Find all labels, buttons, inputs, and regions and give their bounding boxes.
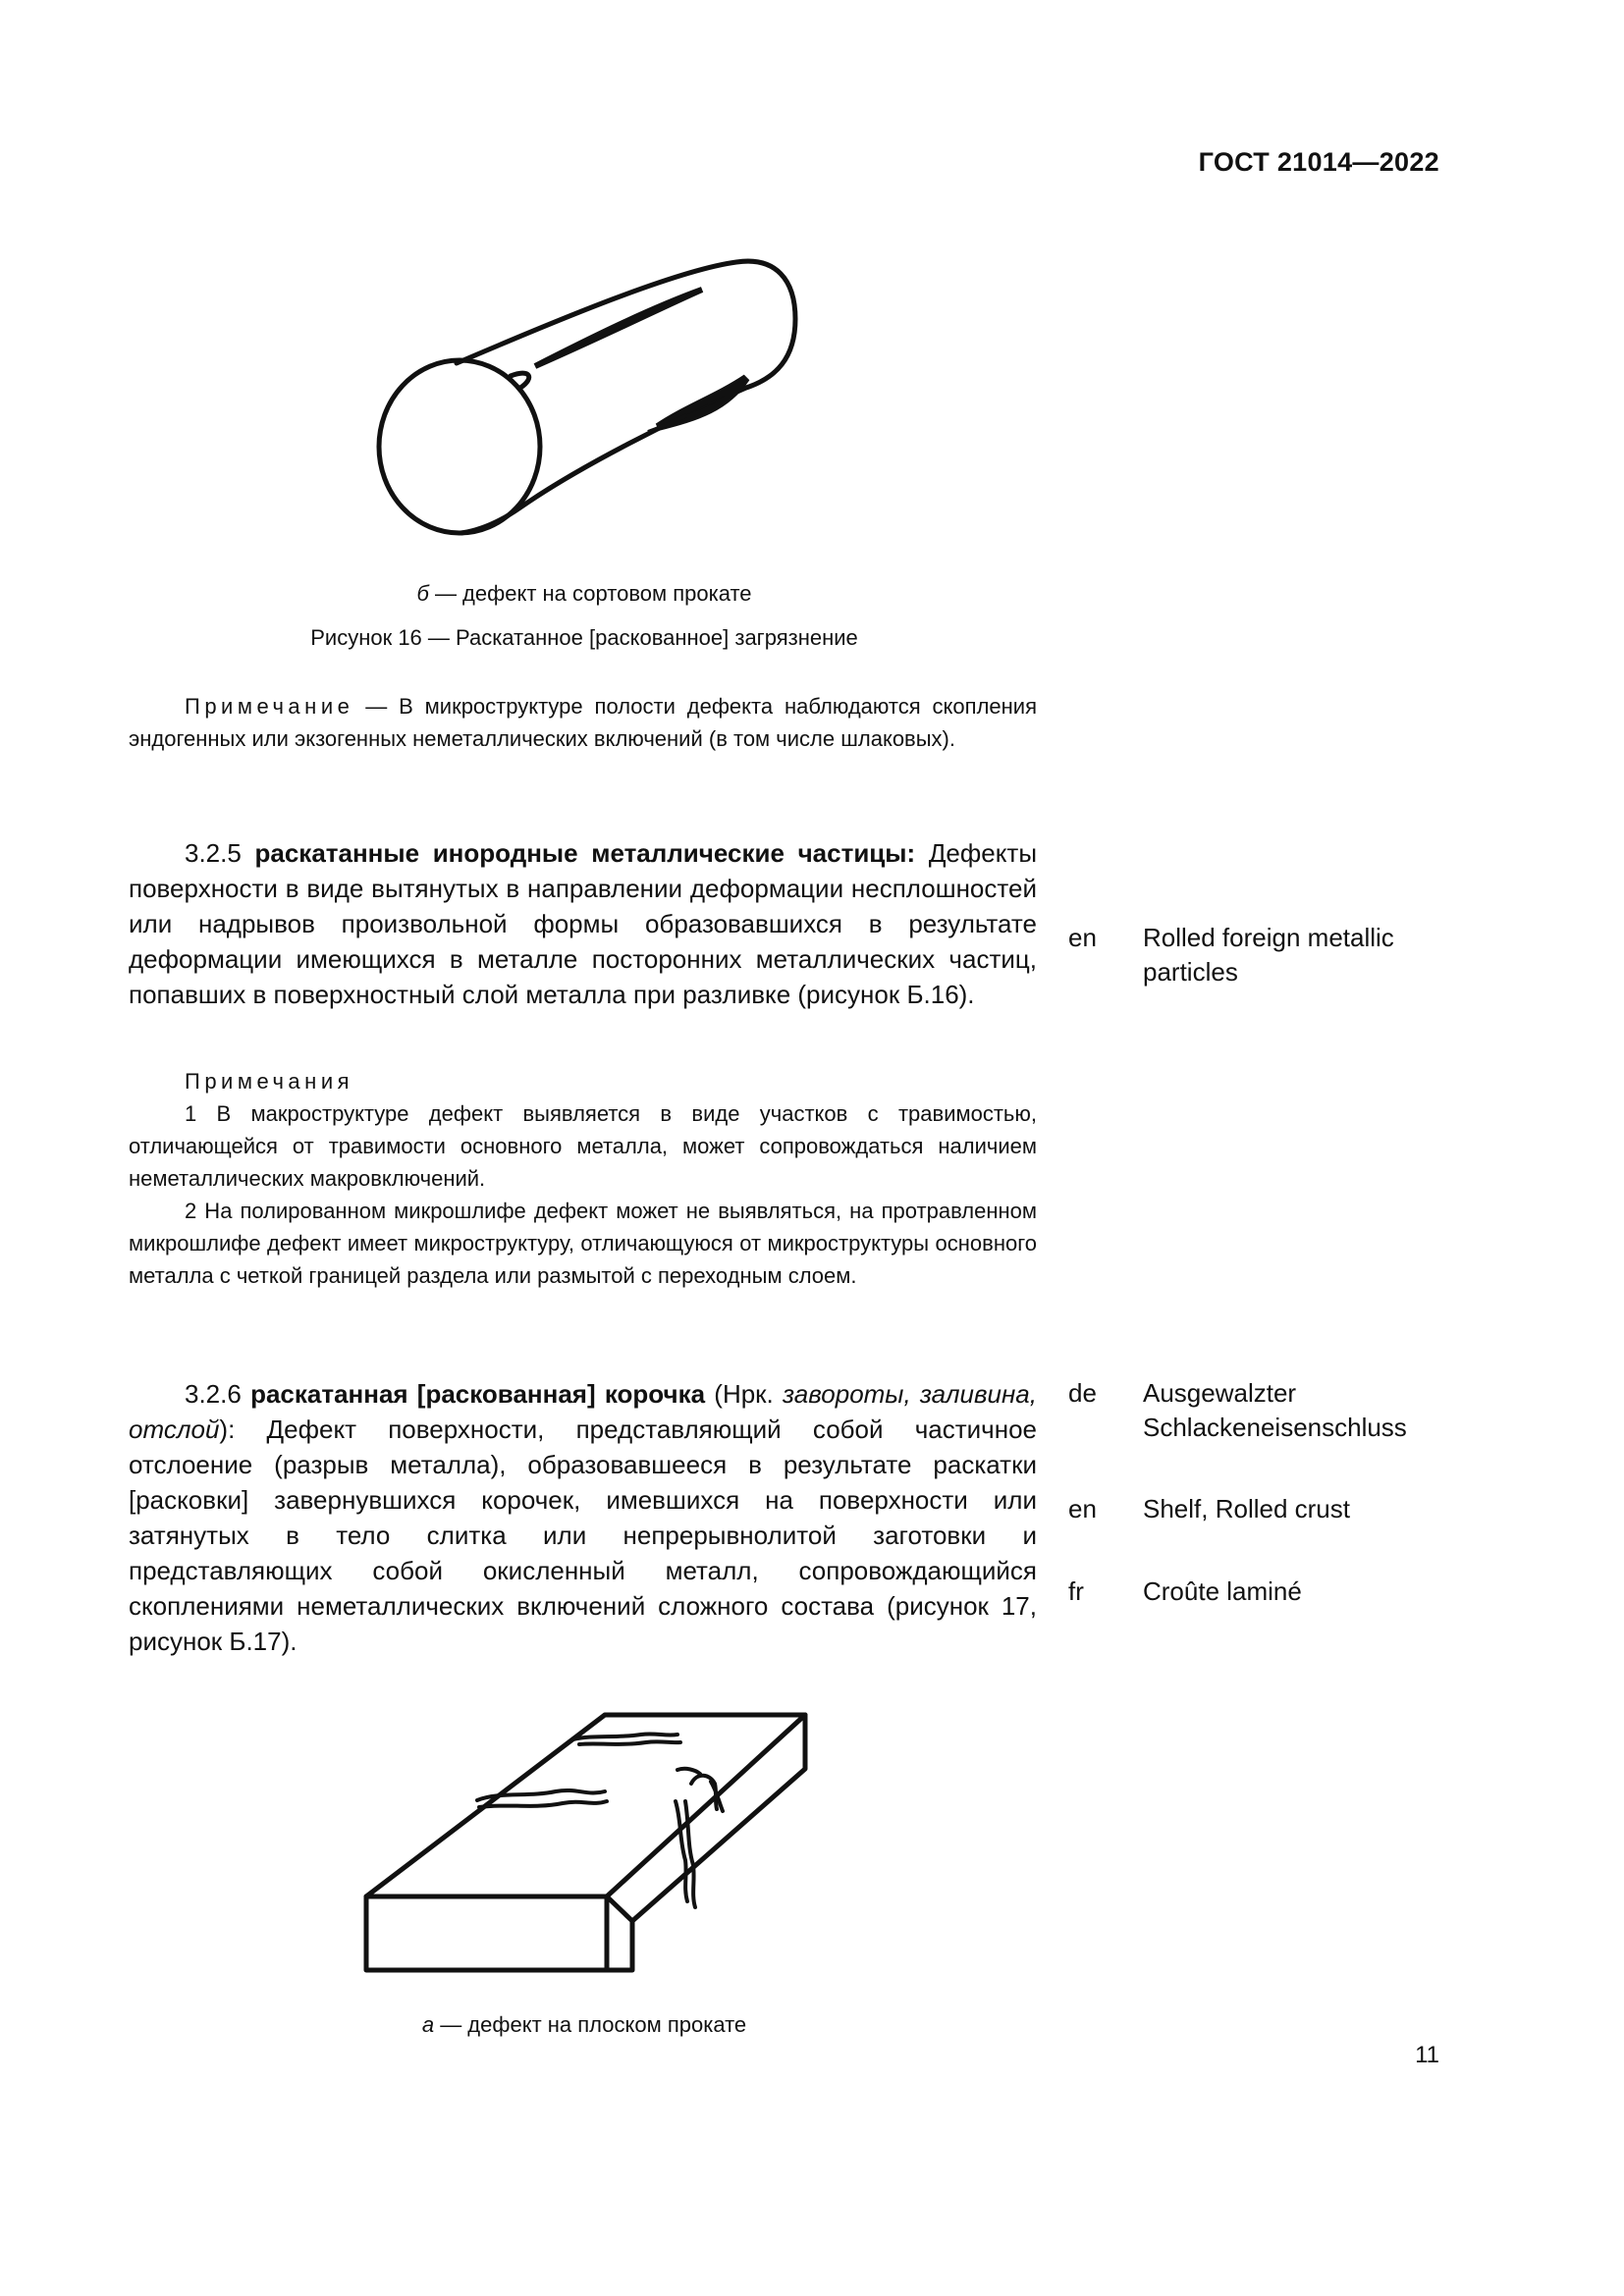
page-number: 11 xyxy=(1415,2042,1439,2068)
lang-code-en: en xyxy=(1068,923,1097,952)
note-figure-16: Примечание — В микроструктуре полости дефекта наблюдаются скопления эндогенных или экзогенных неметаллических включений (в том числе шлаковых). xyxy=(129,694,1037,751)
lang-code-de: de xyxy=(1068,1378,1097,1408)
term-translation-de: Ausgewalzter Schlackeneisenschluss xyxy=(1143,1378,1407,1442)
notes-3-2-5: Примечания 1 В макроструктуре дефект выявляется в виде участков с травимостью, отличающейся от травимости основного металла, может сопровождаться наличием неметаллических макровключений. 2 На полированном микрошлифе дефект может не выявляться, на протравленном микрошлифе дефект имеет микроструктуру, отличающуюся от микроструктуры основного металла с четкой границей раздела или размытой с переходным слоем. xyxy=(129,1069,1037,1288)
lang-code-en-2: en xyxy=(1068,1494,1097,1523)
term-translation-en-2: Shelf, Rolled crust xyxy=(1143,1494,1350,1523)
term-translation-en: Rolled foreign metallic particles xyxy=(1143,923,1394,987)
section-3-2-6-definition: 3.2.6 раскатанная [раскованная] корочка (Нрк. завороты, заливина, отслой): Дефект поверхности, представляющий собой частичное отслоение (разрыв металла), образовавшееся в результате раскатки [расковки] завернувшихся корочек, имевшихся на поверхности или затянутых в тело слитка или непрерывнолитой заготовки и представляющих собой окисленный металл, сопровождающийся скоплениями неметаллических включений сложного состава (рисунок 17, рисунок Б.17). xyxy=(129,1379,1037,1656)
term-translation-fr: Croûte laminé xyxy=(1143,1576,1302,1606)
section-3-2-5-definition: 3.2.5 раскатанные инородные металлические частицы: Дефекты поверхности в виде вытянутых в направлении деформации несплошностей или надрывов произвольной формы образовавшихся в результате деформации имеющихся в металле посторонних металлических частиц, попавших в поверхностный слой металла при разливке (рисунок Б.16). xyxy=(129,838,1037,1009)
standard-designation: ГОСТ 21014—2022 xyxy=(1198,147,1439,177)
figure-17a-slab-drawing xyxy=(361,1713,813,1978)
defect-streak-upper xyxy=(535,290,702,366)
defect-streak-lower xyxy=(658,378,746,427)
figure-16-caption: Рисунок 16 — Раскатанное [раскованное] загрязнение xyxy=(310,625,858,650)
figure-17a-subcaption: а — дефект на плоском прокате xyxy=(421,2012,747,2037)
figure-16b-cylinder-drawing xyxy=(363,250,815,555)
lang-code-fr: fr xyxy=(1068,1576,1084,1606)
figure-16b-subcaption: б — дефект на сортовом прокате xyxy=(416,581,752,606)
